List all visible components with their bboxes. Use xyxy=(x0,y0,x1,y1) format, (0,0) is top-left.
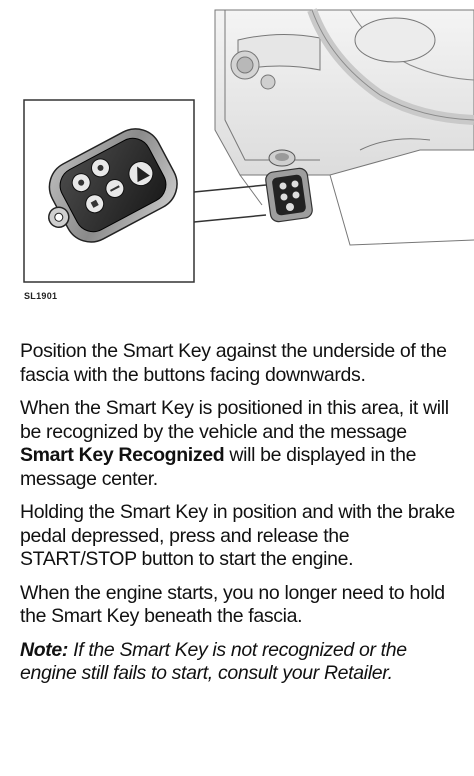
small-key-under-fascia xyxy=(265,167,314,222)
note-text: If the Smart Key is not recognized or the engine still fails to start, consult your Retailer. xyxy=(20,638,407,684)
paragraph-engine-starts: When the engine starts, you no longer need to hold the Smart Key beneath the fascia. xyxy=(20,581,445,627)
paragraph-recognized-part2: will be displayed in the message center. xyxy=(20,444,417,490)
paragraph-recognized xyxy=(20,397,460,491)
paragraph-position-key: Position the Smart Key against the underside of the fascia with the buttons facing downwards. xyxy=(20,340,447,386)
smart-key-position-illustration xyxy=(0,0,474,318)
dashboard-illustration xyxy=(215,10,474,245)
note xyxy=(20,639,460,686)
message-smart-key-recognized: Smart Key Recognized xyxy=(20,444,225,466)
paragraph-start-engine: Holding the Smart Key in position and with the brake pedal depressed, press and release the START/STOP button to start the engine. xyxy=(20,501,455,570)
note-label: Note: xyxy=(20,638,69,661)
instruction-text xyxy=(20,340,460,686)
figure-code: SL1901 xyxy=(24,291,58,301)
paragraph-recognized-part1: When the Smart Key is positioned in this area, it will be recognized by the vehicle and the message xyxy=(20,397,449,443)
